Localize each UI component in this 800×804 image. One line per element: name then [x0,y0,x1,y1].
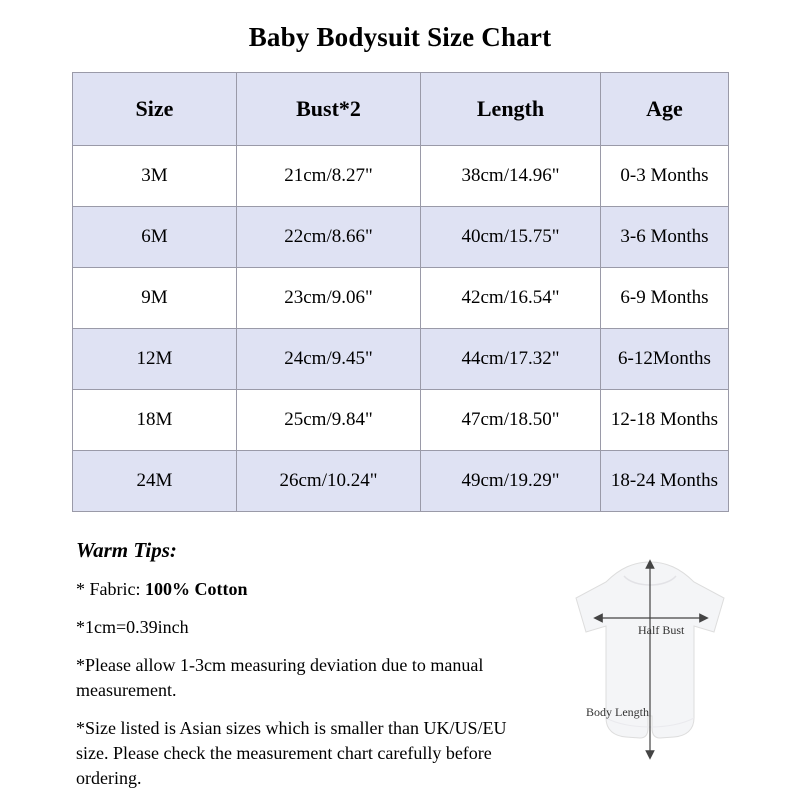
tip-fabric [76,577,516,602]
body-length-label: Body Length [586,705,649,719]
bodysuit-illustration-svg [528,540,778,790]
cell-size: 18M [73,390,237,451]
bodysuit-diagram [528,540,778,790]
table-row [73,329,729,390]
column-header-bust: Bust*2 [237,73,421,146]
column-header-size: Size [73,73,237,146]
column-header-length: Length [421,73,601,146]
table-row [73,451,729,512]
tip-conversion: *1cm=0.39inch [76,617,189,637]
cell-age: 0-3 Months [601,146,729,207]
cell-size: 6M [73,207,237,268]
cell-length: 47cm/18.50" [421,390,601,451]
cell-bust: 21cm/8.27" [237,146,421,207]
size-chart-table-wrap [72,72,728,512]
cell-length: 42cm/16.54" [421,268,601,329]
warm-tips-heading: Warm Tips: [76,538,177,562]
tip-deviation: *Please allow 1-3cm measuring deviation due to manual measurement. [76,655,484,700]
table-body [73,146,729,512]
tip-fabric-value: 100% Cotton [145,579,248,599]
page-title: Baby Bodysuit Size Chart [248,22,552,52]
cell-bust: 25cm/9.84" [237,390,421,451]
table-row [73,390,729,451]
table-header [73,73,729,146]
cell-age: 6-12Months [601,329,729,390]
cell-size: 9M [73,268,237,329]
warm-tips-section [76,538,516,804]
cell-bust: 26cm/10.24" [237,451,421,512]
cell-age: 12-18 Months [601,390,729,451]
table-header-row [73,73,729,146]
cell-age: 6-9 Months [601,268,729,329]
cell-size: 12M [73,329,237,390]
half-bust-label: Half Bust [638,623,685,637]
column-header-age: Age [601,73,729,146]
cell-length: 49cm/19.29" [421,451,601,512]
size-chart-table [72,72,729,512]
table-row [73,207,729,268]
tip-fabric-prefix: * Fabric: [76,579,145,599]
cell-length: 40cm/15.75" [421,207,601,268]
table-row [73,268,729,329]
cell-length: 38cm/14.96" [421,146,601,207]
cell-age: 18-24 Months [601,451,729,512]
cell-bust: 22cm/8.66" [237,207,421,268]
cell-size: 24M [73,451,237,512]
cell-age: 3-6 Months [601,207,729,268]
cell-size: 3M [73,146,237,207]
cell-bust: 24cm/9.45" [237,329,421,390]
table-row [73,146,729,207]
cell-length: 44cm/17.32" [421,329,601,390]
cell-bust: 23cm/9.06" [237,268,421,329]
tip-sizing: *Size listed is Asian sizes which is smaller than UK/US/EU size. Please check the measurement chart carefully before ordering. [76,718,507,788]
